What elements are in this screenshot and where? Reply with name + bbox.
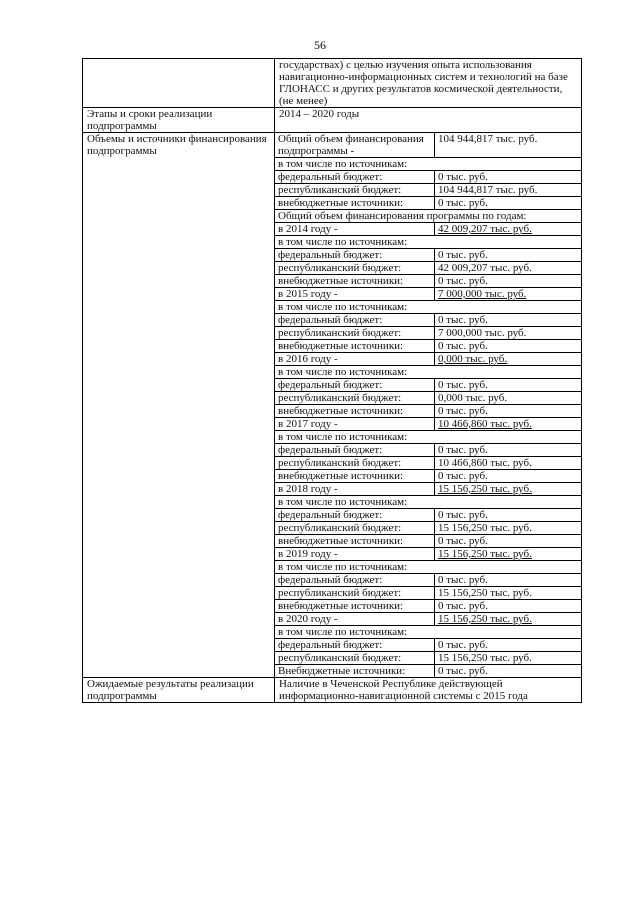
year-total-value: 7 000,000 тыс. руб. <box>435 288 582 301</box>
funding-inner-table <box>275 133 581 677</box>
year-federal-label: федеральный бюджет: <box>275 249 435 262</box>
year-extra-row <box>275 535 581 548</box>
year-extra-value: 0 тыс. руб. <box>435 340 582 353</box>
year-label: в 2018 году - <box>275 483 435 496</box>
year-sources-heading-row <box>275 626 581 639</box>
year-republic-row <box>275 457 581 470</box>
year-republic-value: 10 466,860 тыс. руб. <box>435 457 582 470</box>
year-federal-value: 0 тыс. руб. <box>435 444 582 457</box>
year-republic-value: 0,000 тыс. руб. <box>435 392 582 405</box>
year-total-row <box>275 418 581 431</box>
year-extra-label: внебюджетные источники: <box>275 535 435 548</box>
year-republic-value: 15 156,250 тыс. руб. <box>435 652 582 665</box>
year-federal-row <box>275 379 581 392</box>
year-total-value: 15 156,250 тыс. руб. <box>435 483 582 496</box>
year-federal-value: 0 тыс. руб. <box>435 314 582 327</box>
year-total-value: 0,000 тыс. руб. <box>435 353 582 366</box>
year-extra-label: внебюджетные источники: <box>275 340 435 353</box>
year-extra-value: 0 тыс. руб. <box>435 535 582 548</box>
stages-label: Этапы и сроки реализации подпрограммы <box>83 108 275 133</box>
year-total-value: 15 156,250 тыс. руб. <box>435 613 582 626</box>
continuation-text: государствах) с целью изучения опыта использования навигационно-информационных систем и технологий на базе ГЛОНАСС и других результатов космической деятельности, (не менее) <box>275 59 582 108</box>
page-number: 56 <box>314 38 326 52</box>
year-sources-heading-row <box>275 496 581 509</box>
funding-label: Объемы и источники финансирования подпрограммы <box>83 133 275 678</box>
year-federal-label: федеральный бюджет: <box>275 314 435 327</box>
year-republic-row <box>275 327 581 340</box>
year-federal-value: 0 тыс. руб. <box>435 249 582 262</box>
year-federal-row <box>275 314 581 327</box>
year-total-row <box>275 223 581 236</box>
year-republic-label: республиканский бюджет: <box>275 522 435 535</box>
federal-row <box>275 171 581 184</box>
year-extra-label: внебюджетные источники: <box>275 405 435 418</box>
year-total-row <box>275 483 581 496</box>
year-federal-label: федеральный бюджет: <box>275 509 435 522</box>
extra-value: 0 тыс. руб. <box>435 197 582 210</box>
by-years-heading-row <box>275 210 581 223</box>
year-extra-row <box>275 405 581 418</box>
year-extra-label: внебюджетные источники: <box>275 275 435 288</box>
republic-row <box>275 184 581 197</box>
by-years-heading: Общий объем финансирования программы по годам: <box>275 210 581 223</box>
year-republic-label: республиканский бюджет: <box>275 392 435 405</box>
year-total-value: 15 156,250 тыс. руб. <box>435 548 582 561</box>
year-sources-heading-row <box>275 561 581 574</box>
year-republic-value: 15 156,250 тыс. руб. <box>435 522 582 535</box>
year-republic-value: 42 009,207 тыс. руб. <box>435 262 582 275</box>
results-label: Ожидаемые результаты реализации подпрограммы <box>83 678 275 703</box>
year-total-value: 10 466,860 тыс. руб. <box>435 418 582 431</box>
year-federal-label: федеральный бюджет: <box>275 639 435 652</box>
year-federal-label: федеральный бюджет: <box>275 444 435 457</box>
year-sources-heading: в том числе по источникам: <box>275 301 581 314</box>
year-sources-heading-row <box>275 236 581 249</box>
year-republic-row <box>275 652 581 665</box>
year-republic-label: республиканский бюджет: <box>275 652 435 665</box>
year-federal-row <box>275 444 581 457</box>
sources-heading: в том числе по источникам: <box>275 158 581 171</box>
funding-row <box>83 133 582 678</box>
year-extra-row <box>275 340 581 353</box>
funding-details <box>275 133 582 678</box>
year-total-row <box>275 288 581 301</box>
year-label: в 2015 году - <box>275 288 435 301</box>
year-republic-label: республиканский бюджет: <box>275 587 435 600</box>
year-total-value: 42 009,207 тыс. руб. <box>435 223 582 236</box>
year-total-row <box>275 613 581 626</box>
year-label: в 2020 году - <box>275 613 435 626</box>
total-row <box>275 133 581 158</box>
extra-row <box>275 197 581 210</box>
sources-heading-row <box>275 158 581 171</box>
year-extra-value: 0 тыс. руб. <box>435 470 582 483</box>
year-label: в 2014 году - <box>275 223 435 236</box>
year-extra-value: 0 тыс. руб. <box>435 275 582 288</box>
results-value: Наличие в Чеченской Республике действующей информационно-навигационной системы с 2015 года <box>275 678 582 703</box>
year-federal-row <box>275 639 581 652</box>
year-sources-heading: в том числе по источникам: <box>275 626 581 639</box>
year-sources-heading: в том числе по источникам: <box>275 561 581 574</box>
year-extra-row <box>275 275 581 288</box>
year-sources-heading-row <box>275 366 581 379</box>
year-label: в 2016 году - <box>275 353 435 366</box>
year-sources-heading-row <box>275 301 581 314</box>
stages-row <box>83 108 582 133</box>
year-republic-label: республиканский бюджет: <box>275 327 435 340</box>
year-republic-row <box>275 262 581 275</box>
republic-label: республиканский бюджет: <box>275 184 435 197</box>
year-total-row <box>275 548 581 561</box>
total-value: 104 944,817 тыс. руб. <box>435 133 582 158</box>
continuation-label-cell <box>83 59 275 108</box>
year-extra-label: Внебюджетные источники: <box>275 665 435 678</box>
year-extra-label: внебюджетные источники: <box>275 600 435 613</box>
year-sources-heading: в том числе по источникам: <box>275 431 581 444</box>
republic-value: 104 944,817 тыс. руб. <box>435 184 582 197</box>
year-republic-row <box>275 522 581 535</box>
year-extra-row <box>275 665 581 678</box>
year-extra-row <box>275 600 581 613</box>
year-federal-label: федеральный бюджет: <box>275 574 435 587</box>
stages-value: 2014 – 2020 годы <box>275 108 582 133</box>
year-extra-value: 0 тыс. руб. <box>435 600 582 613</box>
year-sources-heading-row <box>275 431 581 444</box>
year-sources-heading: в том числе по источникам: <box>275 236 581 249</box>
year-sources-heading: в том числе по источникам: <box>275 366 581 379</box>
year-republic-row <box>275 587 581 600</box>
year-federal-value: 0 тыс. руб. <box>435 379 582 392</box>
year-total-row <box>275 353 581 366</box>
year-federal-row <box>275 249 581 262</box>
year-federal-value: 0 тыс. руб. <box>435 509 582 522</box>
year-extra-value: 0 тыс. руб. <box>435 665 582 678</box>
year-republic-row <box>275 392 581 405</box>
results-row <box>83 678 582 703</box>
year-federal-row <box>275 574 581 587</box>
total-label: Общий объем финансирования подпрограммы - <box>275 133 435 158</box>
federal-value: 0 тыс. руб. <box>435 171 582 184</box>
extra-label: внебюджетные источники: <box>275 197 435 210</box>
year-sources-heading: в том числе по источникам: <box>275 496 581 509</box>
year-federal-row <box>275 509 581 522</box>
year-republic-value: 7 000,000 тыс. руб. <box>435 327 582 340</box>
year-republic-label: республиканский бюджет: <box>275 457 435 470</box>
year-republic-label: республиканский бюджет: <box>275 262 435 275</box>
year-label: в 2019 году - <box>275 548 435 561</box>
year-label: в 2017 году - <box>275 418 435 431</box>
year-republic-value: 15 156,250 тыс. руб. <box>435 587 582 600</box>
subprogram-passport-table <box>82 58 582 703</box>
year-extra-value: 0 тыс. руб. <box>435 405 582 418</box>
year-federal-value: 0 тыс. руб. <box>435 639 582 652</box>
year-federal-value: 0 тыс. руб. <box>435 574 582 587</box>
year-federal-label: федеральный бюджет: <box>275 379 435 392</box>
year-extra-label: внебюджетные источники: <box>275 470 435 483</box>
year-extra-row <box>275 470 581 483</box>
federal-label: федеральный бюджет: <box>275 171 435 184</box>
continuation-row <box>83 59 582 108</box>
